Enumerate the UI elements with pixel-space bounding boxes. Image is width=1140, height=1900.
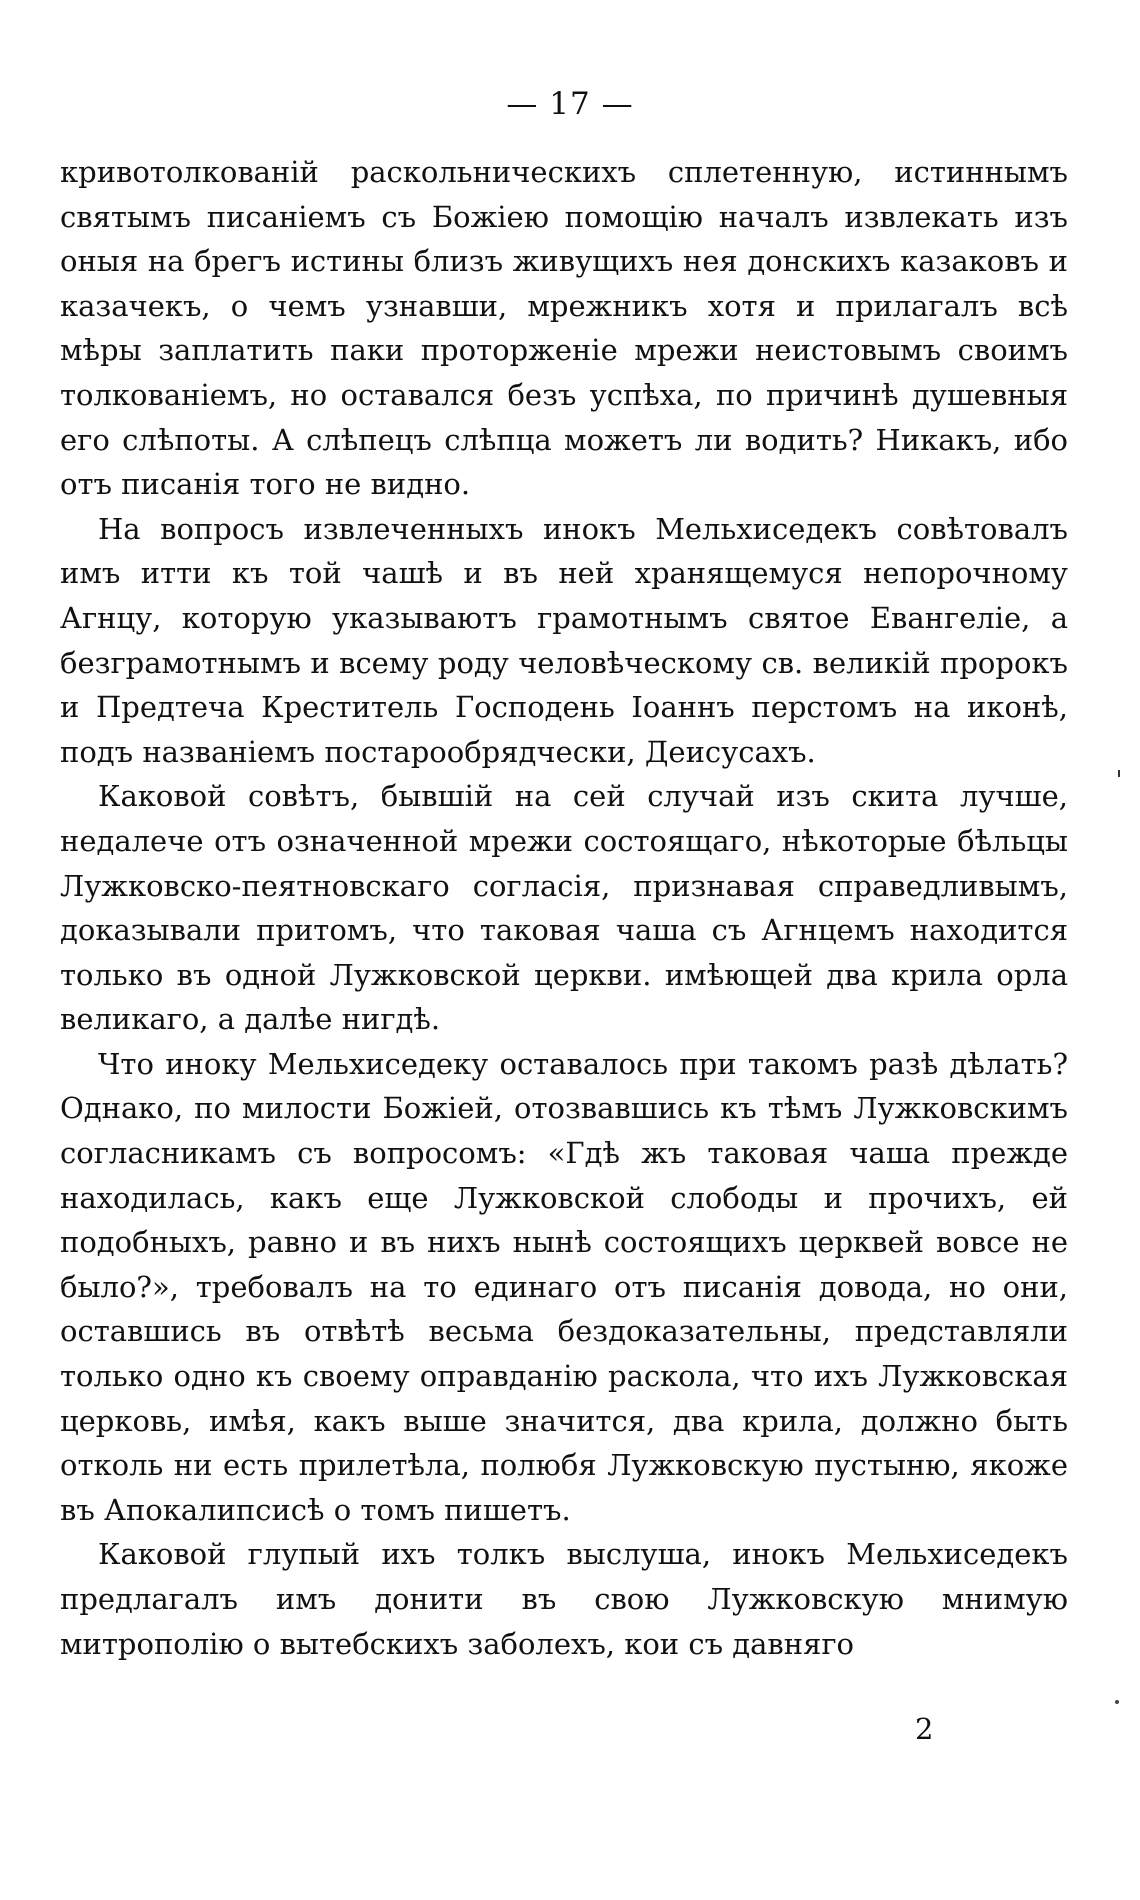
ink-speck (1118, 770, 1120, 777)
paragraph-3: Каковой совѣтъ, бывшій на сей случай изъ скита лучше, недалече отъ означенной мрежи состоящаго, нѣкоторые бѣльцы Лужковско-пеятновскаго согласія, признавая справедливымъ, доказывали притомъ, что таковая чаша съ Агнцемъ находится только въ одной Лужковской церкви. имѣющей два крила орла великаго, а далѣе нигдѣ. (60, 779, 1068, 1037)
paragraph-5: Каковой глупый ихъ толкъ выслуша, инокъ Мельхиседекъ предлагалъ имъ донити въ свою Лужковскую мнимую митрополію о вытебскихъ заболехъ, кои съ давняго (60, 1537, 1068, 1661)
body-text (60, 150, 1068, 1666)
ink-dot (1115, 1700, 1119, 1704)
printer-signature-mark: 2 (915, 1712, 934, 1746)
paragraph-1: кривотолкованій раскольническихъ сплетенную, истиннымъ святымъ писаніемъ съ Божіею помощію началъ извлекать изъ оныя на брегъ истины близъ живущихъ нея донскихъ казаковъ и казачекъ, о чемъ узнавши, мрежникъ хотя и прилагалъ всѣ мѣры заплатить паки проторженіе мрежи неистовымъ своимъ толкованіемъ, но оставался безъ успѣха, по причинѣ душевныя его слѣпоты. А слѣпецъ слѣпца можетъ ли водить? Никакъ, ибо отъ писанія того не видно. (60, 155, 1068, 502)
paragraph-4: Что иноку Мельхиседеку оставалось при такомъ разѣ дѣлать? Однако, по милости Божіей, отозвавшись къ тѣмъ Лужковскимъ согласникамъ съ вопросомъ: «Гдѣ жъ таковая чаша прежде находилась, какъ еще Лужковской слободы и прочихъ, ей подобныхъ, равно и въ нихъ нынѣ состоящихъ церквей вовсе не было?», требовалъ на то единаго отъ писанія довода, но они, оставшись въ отвѣтѣ весьма бездоказательны, представляли только одно къ своему оправданію раскола, что ихъ Лужковская церковь, имѣя, какъ выше значится, два крила, должно быть отколь ни есть прилетѣла, полюбя Лужковскую пустыню, якоже въ Апокалипсисѣ о томъ пишетъ. (60, 1046, 1068, 1527)
page-number: — 17 — (506, 86, 634, 122)
paragraph-2: На вопросъ извлеченныхъ инокъ Мельхиседекъ совѣтовалъ имъ итти къ той чашѣ и въ ней хранящемуся непорочному Агнцу, которую указываютъ грамотнымъ святое Евангеліе, а безграмотнымъ и всему роду человѣческому св. великій пророкъ и Предтеча Креститель Господень Іоаннъ перстомъ на иконѣ, подъ названіемъ постарообрядчески, Деисусахъ. (60, 511, 1068, 769)
